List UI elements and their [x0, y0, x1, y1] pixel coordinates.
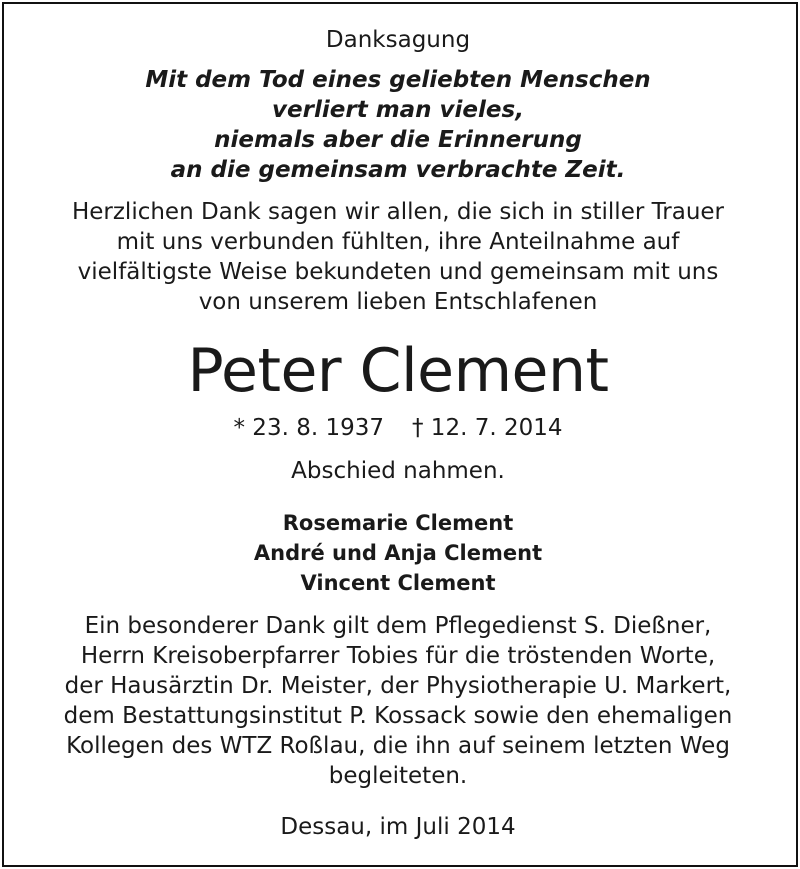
quote-line: an die gemeinsam verbrachte Zeit. [170, 157, 626, 183]
intro-line: vielfältigste Weise bekundeten und gemeinsam mit uns [77, 259, 719, 285]
closing-place-date: Dessau, im Juli 2014 [280, 814, 516, 840]
thanks-line: der Hausärztin Dr. Meister, der Physiotherapie U. Markert, [64, 673, 732, 699]
thanks-line: Herrn Kreisoberpfarrer Tobies für die tröstenden Worte, [80, 643, 716, 669]
family-member: André und Anja Clement [253, 541, 543, 565]
quote-line: verliert man vieles, [272, 97, 524, 123]
thanks-line: begleiteten. [328, 763, 468, 789]
thanks-line: Kollegen des WTZ Roßlau, die ihn auf seinem letzten Weg [66, 733, 730, 759]
death-date: † 12. 7. 2014 [412, 415, 563, 441]
family-member: Vincent Clement [300, 571, 496, 595]
birth-date: * 23. 8. 1937 [233, 415, 384, 441]
thanks-line: dem Bestattungsinstitut P. Kossack sowie den ehemaligen [63, 703, 733, 729]
quote-line: niemals aber die Erinnerung [214, 127, 582, 153]
family-member: Rosemarie Clement [282, 511, 514, 535]
thanks-line: Ein besonderer Dank gilt dem Pflegedienst S. Dießner, [84, 613, 712, 639]
farewell-text: Abschied nahmen. [291, 458, 505, 484]
quote-line: Mit dem Tod eines geliebten Menschen [145, 67, 651, 93]
intro-line: Herzlichen Dank sagen wir allen, die sich in stiller Trauer [71, 199, 725, 225]
life-dates [0, 415, 796, 441]
intro-line: mit uns verbunden fühlten, ihre Anteilnahme auf [116, 229, 680, 255]
intro-line: von unserem lieben Entschlafenen [198, 289, 598, 315]
heading: Danksagung [325, 27, 471, 53]
deceased-name: Peter Clement [187, 336, 609, 406]
